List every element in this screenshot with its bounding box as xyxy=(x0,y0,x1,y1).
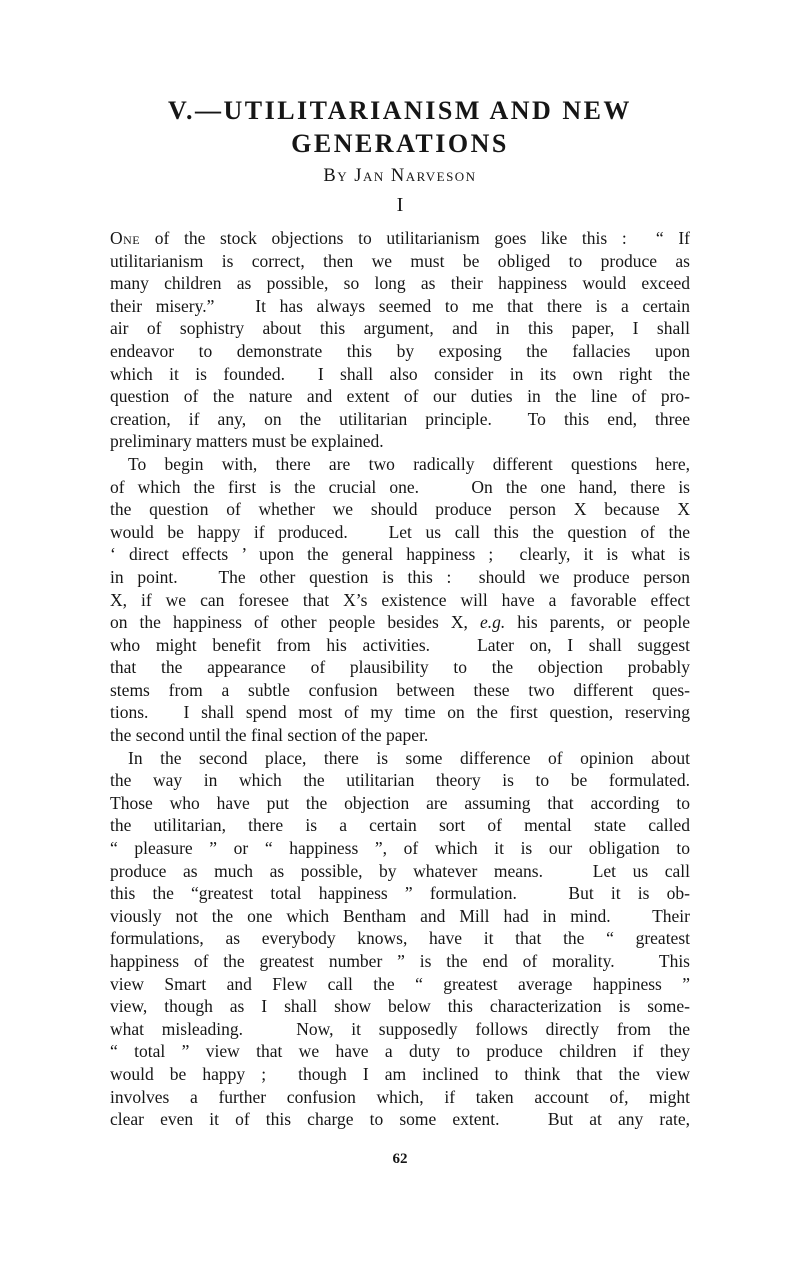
text-line: who might benefit from his activities. Later on, I shall suggest xyxy=(110,634,690,655)
text-line: their misery.” It has always seemed to me that there is a certain xyxy=(110,295,690,316)
text-line: ‘ direct effects ’ upon the general happiness ; clearly, it is what is xyxy=(110,544,690,565)
text-line: on the happiness of other people besides X, e.g. his parents, or people xyxy=(110,612,691,633)
text-line: formulations, as everybody knows, have it that the “ greatest xyxy=(110,928,690,949)
text-line: preliminary matters must be explained. xyxy=(110,431,384,452)
text-line: “ pleasure ” or “ happiness ”, of which it is our obligation to xyxy=(110,838,690,859)
title-line-2: GENERATIONS xyxy=(291,129,509,158)
text-line: in point. The other question is this : should we produce person xyxy=(110,566,690,587)
text-line: viously not the one which Bentham and Mill had in mind. Their xyxy=(110,905,690,926)
text-line: this the “greatest total happiness ” formulation. But it is ob- xyxy=(110,883,690,904)
text-line: what misleading. Now, it supposedly follows directly from the xyxy=(110,1018,690,1039)
text-line: view Smart and Flew call the “ greatest average happiness ” xyxy=(110,973,690,994)
text-line: question of the nature and extent of our duties in the line of pro- xyxy=(110,386,690,407)
text-line: the way in which the utilitarian theory is to be formulated. xyxy=(110,770,690,791)
text-line: happiness of the greatest number ” is the end of morality. This xyxy=(110,951,690,971)
byline: By Jan Narveson xyxy=(323,166,477,186)
paragraph xyxy=(110,453,690,747)
text-line: the question of whether we should produce person X because X xyxy=(110,499,690,520)
text-line: that the appearance of plausibility to the objection probably xyxy=(110,657,690,678)
text-line: produce as much as possible, by whatever means. Let us call xyxy=(110,860,690,881)
section-numeral: I xyxy=(396,194,404,216)
text-line: To begin with, there are two radically different questions here, xyxy=(128,453,690,474)
article-title xyxy=(110,94,690,160)
text-line: clear even it of this charge to some extent. But at any rate, xyxy=(110,1109,690,1130)
text-line: would be happy ; though I am inclined to think that the view xyxy=(110,1063,690,1084)
paragraph xyxy=(110,747,690,1131)
text-line: tions. I shall spend most of my time on the first question, reserving xyxy=(110,702,690,723)
text-line: stems from a subtle confusion between these two different ques- xyxy=(110,679,690,700)
title-line-1: V.—UTILITARIANISM AND NEW xyxy=(168,96,632,125)
paragraph xyxy=(110,227,690,453)
text-line: view, though as I shall show below this characterization is some- xyxy=(110,996,690,1017)
text-line: the utilitarian, there is a certain sort of mental state called xyxy=(110,815,690,836)
text-line: Those who have put the objection are assuming that according to xyxy=(110,792,690,813)
text-block xyxy=(110,0,690,1168)
text-line: would be happy if produced. Let us call this the question of the xyxy=(110,521,690,542)
text-line: of which the first is the crucial one. On the one hand, there is xyxy=(110,476,690,497)
text-line: One of the stock objections to utilitarianism goes like this : “ If xyxy=(110,228,690,248)
text-line: “ total ” view that we have a duty to produce children if they xyxy=(110,1041,690,1062)
text-line: air of sophistry about this argument, and in this paper, I shall xyxy=(110,318,690,339)
text-line: endeavor to demonstrate this by exposing the fallacies upon xyxy=(110,340,690,361)
page-number: 62 xyxy=(392,1150,408,1167)
text-line: creation, if any, on the utilitarian principle. To this end, three xyxy=(110,408,690,429)
text-line: utilitarianism is correct, then we must be obliged to produce as xyxy=(110,250,690,271)
text-line: In the second place, there is some difference of opinion about xyxy=(128,747,690,768)
text-line: many children as possible, so long as their happiness would exceed xyxy=(110,273,690,294)
text-line: the second until the final section of the paper. xyxy=(110,725,429,746)
text-line: which it is founded. I shall also consider in its own right the xyxy=(110,363,690,384)
text-line: X, if we can foresee that X’s existence will have a favorable effect xyxy=(110,589,690,610)
text-line: involves a further confusion which, if taken account of, might xyxy=(110,1086,690,1107)
article-body xyxy=(110,227,690,1131)
